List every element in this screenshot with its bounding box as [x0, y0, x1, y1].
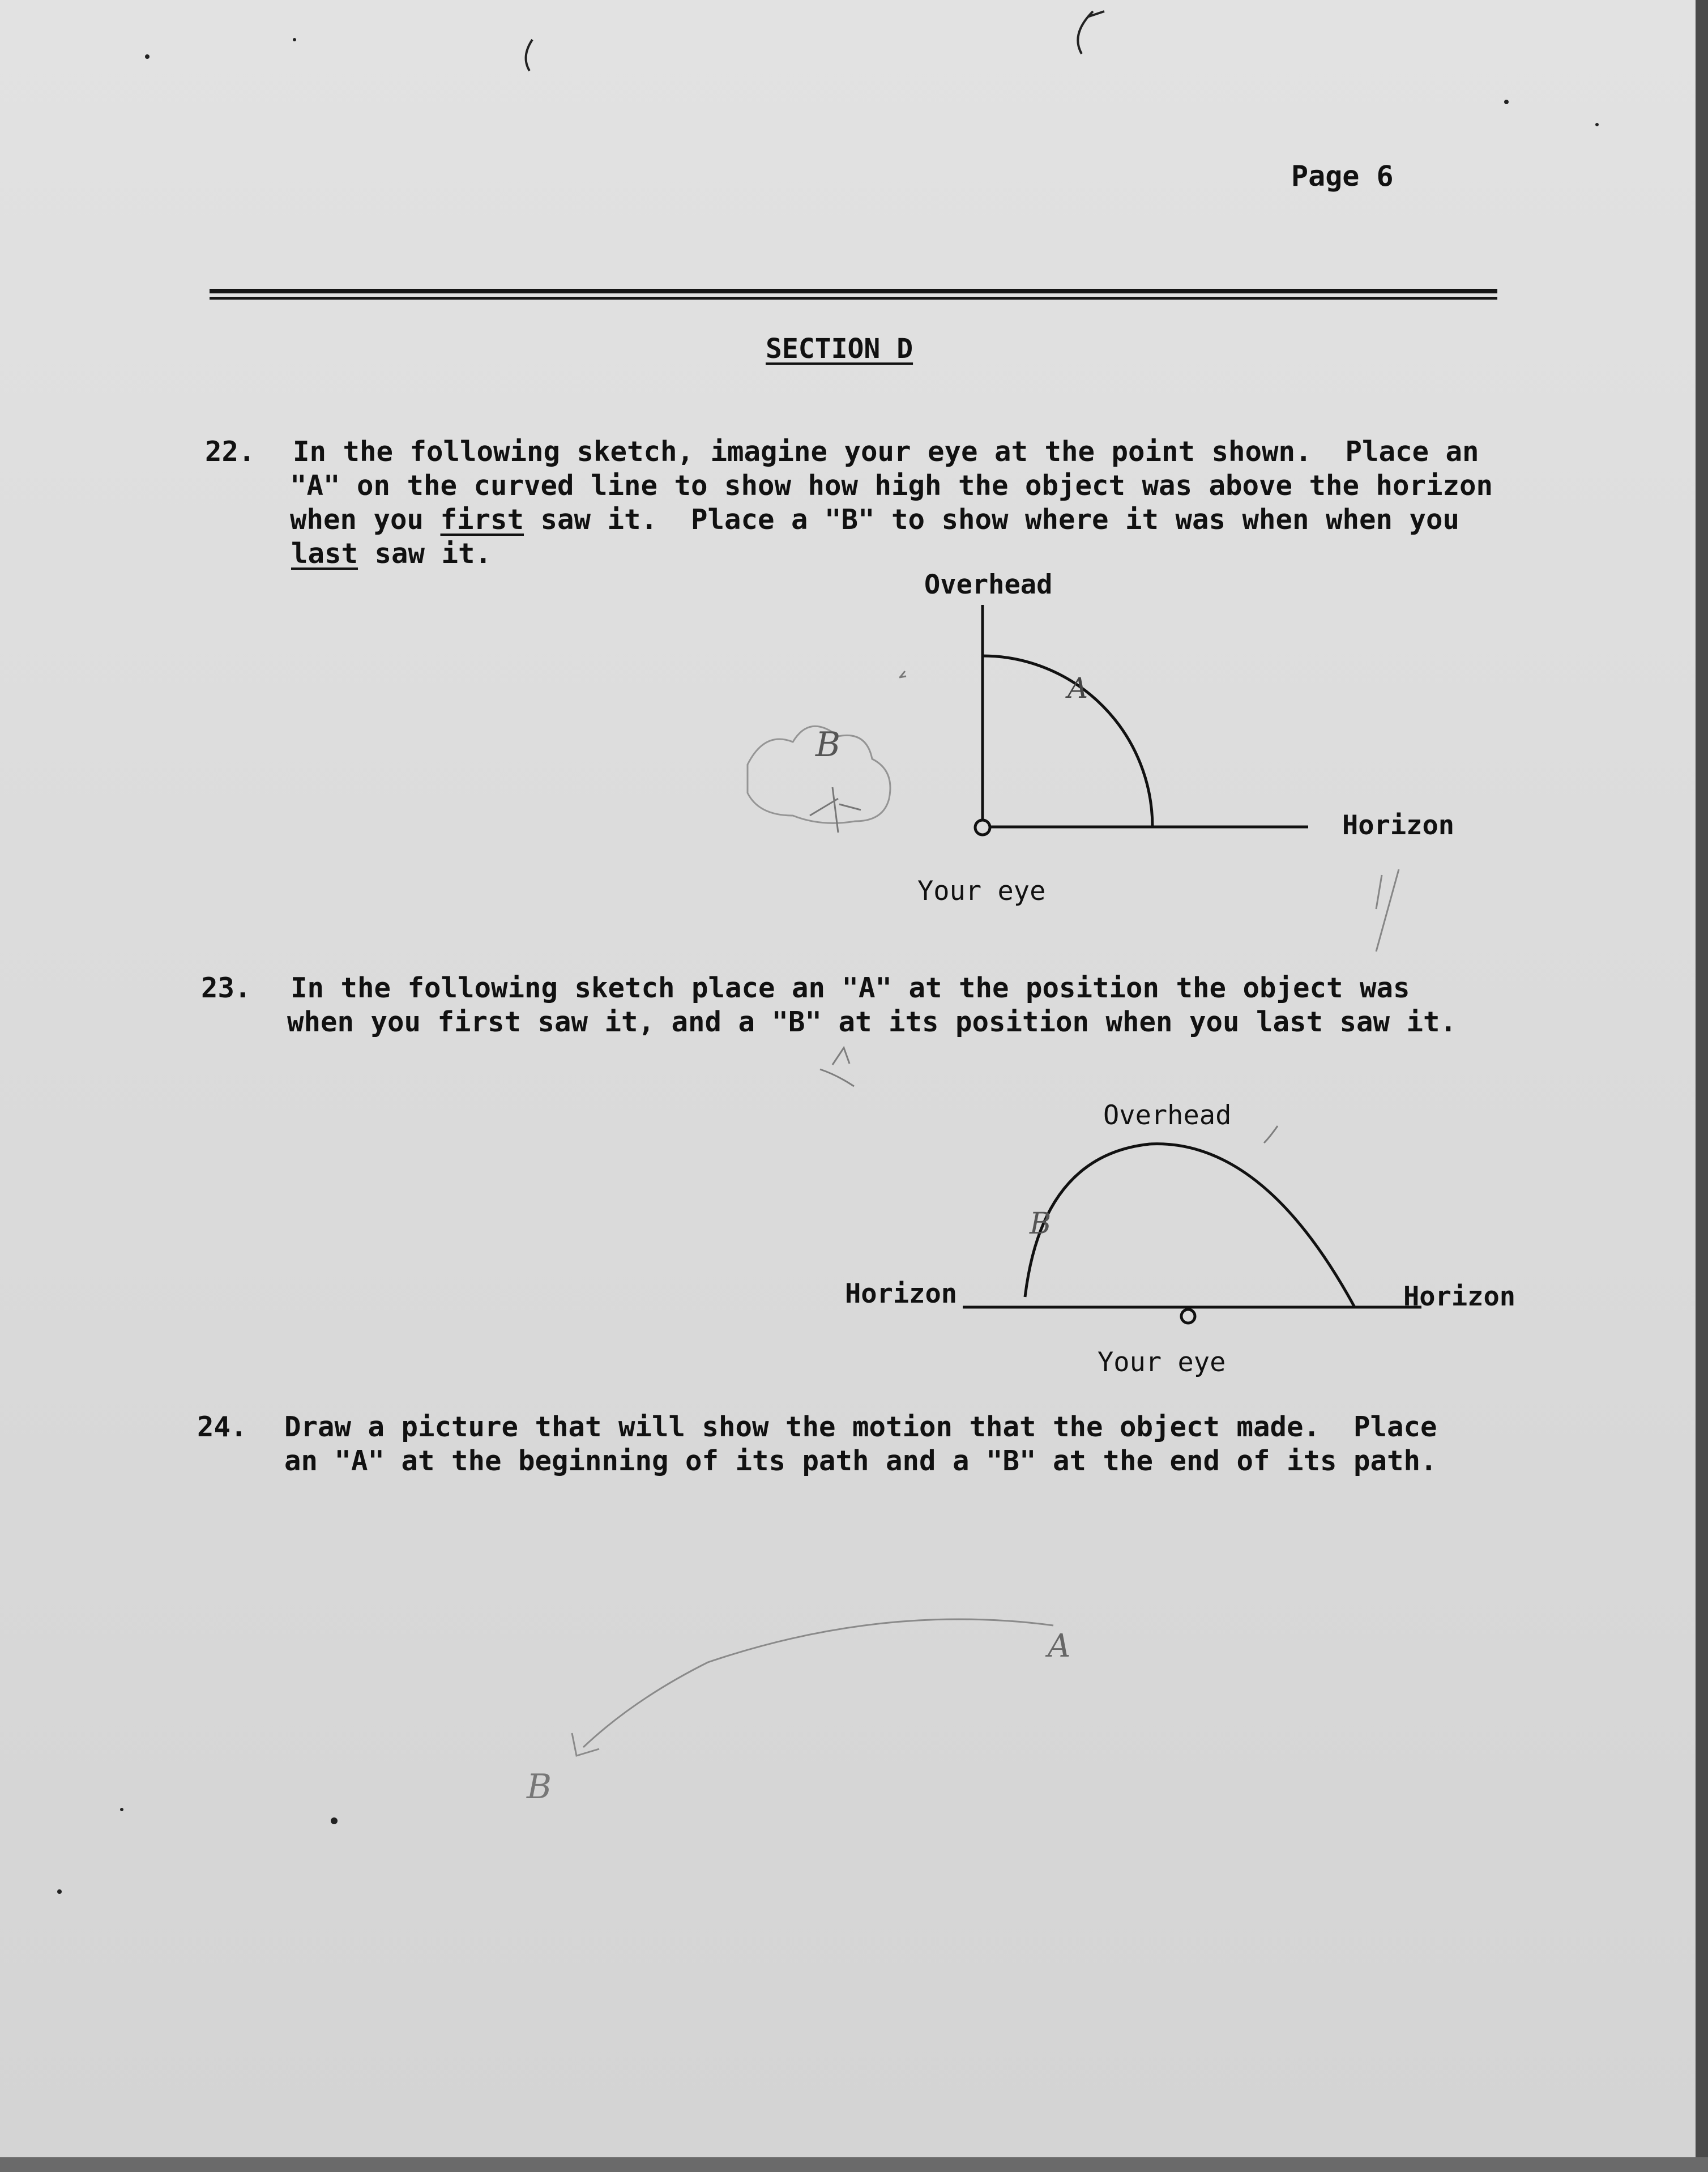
- q23-sky-arc: [1025, 1144, 1355, 1307]
- q22-handwritten-b: B: [815, 725, 841, 765]
- q23-eye-label: Your eye: [1098, 1347, 1226, 1378]
- pencil-tick: [1264, 1126, 1278, 1143]
- text-span: saw it. Place a "B" to show where it was when when you: [524, 503, 1460, 536]
- scan-edge-right: [1696, 0, 1708, 2172]
- question-line: "A" on the curved line to show how high the object was above the horizon: [290, 470, 1493, 502]
- text-span: saw it.: [358, 537, 492, 570]
- header-rule-bottom: [210, 297, 1497, 300]
- question-line: [290, 503, 1459, 537]
- question-number: 22.: [205, 436, 255, 468]
- q22-handwritten-a: A: [1068, 672, 1088, 705]
- q23-diagram: [963, 1144, 1421, 1323]
- question-number: 24.: [197, 1411, 247, 1443]
- question-line: In the following sketch place an "A" at the position the object was: [291, 972, 1410, 1004]
- scan-mark: [1078, 11, 1104, 54]
- q22-quarter-arc: [983, 656, 1152, 827]
- question-line: Draw a picture that will show the motion that the object made. Place: [284, 1411, 1437, 1443]
- q22-diagram: [975, 605, 1308, 835]
- tree-trunk-icon: [810, 787, 861, 833]
- text-span: when you: [290, 503, 441, 536]
- q22-overhead-label: Overhead: [924, 569, 1053, 600]
- header-rule-top: [210, 289, 1497, 293]
- q24-handwritten-b: B: [527, 1767, 552, 1807]
- question-line: [291, 537, 492, 571]
- q22-eye-label: Your eye: [917, 876, 1046, 907]
- section-title: SECTION D: [766, 333, 913, 365]
- motion-path: [583, 1619, 1053, 1747]
- emphasis-first: first: [440, 503, 524, 536]
- q23-horizon-right-label: Horizon: [1403, 1281, 1516, 1312]
- pencil-check-icon: [1376, 869, 1399, 951]
- q22-pencil-marks: [748, 671, 1399, 951]
- question-number: 23.: [201, 972, 251, 1004]
- question-24: [197, 1410, 1437, 1580]
- q23-handwritten-b: B: [1030, 1207, 1052, 1241]
- q22-horizon-label: Horizon: [1342, 810, 1455, 841]
- scan-mark: [526, 40, 532, 71]
- question-line: when you first saw it, and a "B" at its position when you last saw it.: [287, 1006, 1457, 1038]
- scan-edge-bottom: [0, 2157, 1708, 2172]
- q24-pencil-drawing: [572, 1619, 1053, 1756]
- arrow-head-icon: [572, 1733, 599, 1756]
- pencil-scribble: [820, 1048, 854, 1086]
- emphasis-last: last: [291, 537, 358, 570]
- tree-crown-icon: [748, 726, 890, 823]
- question-line: an "A" at the beginning of its path and a "B" at the end of its path.: [284, 1445, 1437, 1477]
- q22-eye-point: [975, 820, 990, 835]
- q23-eye-point: [1181, 1309, 1195, 1323]
- scan-specks: [57, 38, 1599, 1894]
- pencil-tick: [899, 671, 906, 677]
- q23-horizon-left-label: Horizon: [845, 1278, 958, 1309]
- q24-handwritten-a: A: [1048, 1628, 1071, 1665]
- page-number: Page 6: [1291, 160, 1394, 193]
- question-line: In the following sketch, imagine your eye at the point shown. Place an: [293, 436, 1479, 468]
- q23-overhead-label: Overhead: [1103, 1100, 1232, 1131]
